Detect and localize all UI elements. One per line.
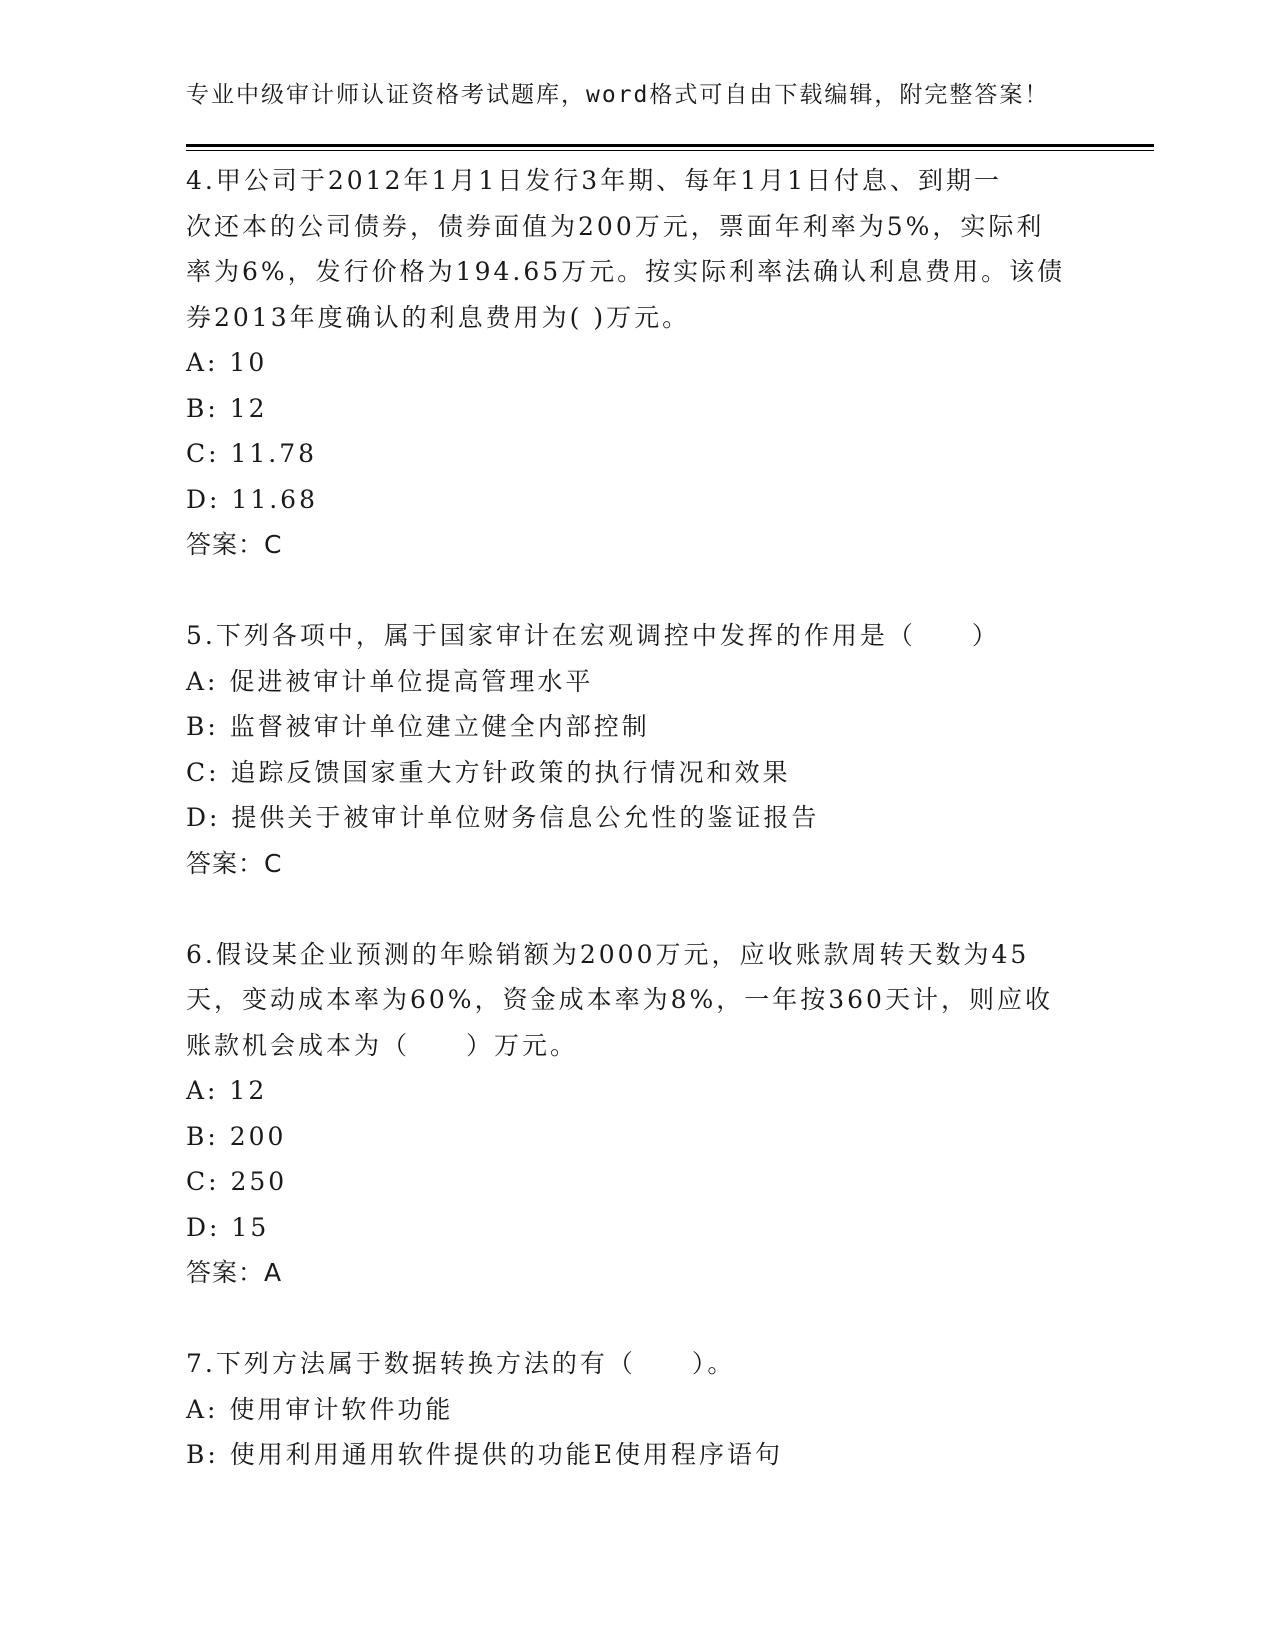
option-b: B: 12: [186, 393, 268, 423]
header-divider-thin: [186, 150, 1154, 151]
answer-line: 答案：C: [186, 530, 283, 559]
option-c: C: 追踪反馈国家重大方针政策的执行情况和效果: [186, 757, 791, 787]
question-stem-line: 7.下列方法属于数据转换方法的有（ ）。: [186, 1349, 736, 1378]
answer-line: 答案：A: [186, 1258, 283, 1287]
option-d: D: 15: [186, 1212, 270, 1242]
question-stem-line: 账款机会成本为（ ）万元。: [186, 1030, 579, 1060]
answer-line: 答案：C: [186, 848, 283, 878]
question-4: [186, 158, 1086, 568]
spacer: [186, 886, 1086, 932]
question-stem-line: 率为6%，发行价格为194.65万元。按实际利率法确认利息费用。该债: [186, 257, 1066, 286]
question-list: [186, 158, 1086, 1478]
question-stem-line: 券2013年度确认的利息费用为( )万元。: [186, 302, 691, 332]
question-6: [186, 932, 1086, 1296]
question-5: [186, 613, 1086, 886]
option-a: A: 12: [186, 1076, 268, 1105]
question-stem-line: 天，变动成本率为60%，资金成本率为8%，一年按360天计，则应收: [186, 985, 1053, 1014]
option-a: A: 使用审计软件功能: [186, 1394, 454, 1424]
question-7: [186, 1341, 1086, 1478]
option-b: B: 200: [186, 1121, 287, 1151]
option-a: A: 10: [186, 348, 268, 377]
question-stem-line: 5.下列各项中，属于国家审计在宏观调控中发挥的作用是（ ）: [186, 621, 1000, 650]
question-stem-line: 次还本的公司债券，债券面值为200万元，票面年利率为5%，实际利: [186, 211, 1045, 241]
spacer: [186, 568, 1086, 614]
option-b: B: 使用利用通用软件提供的功能E使用程序语句: [186, 1440, 783, 1469]
spacer: [186, 1296, 1086, 1342]
option-d: D: 提供关于被审计单位财务信息公允性的鉴证报告: [186, 803, 820, 832]
option-c: C: 11.78: [186, 439, 318, 468]
page-header: 专业中级审计师认证资格考试题库，word格式可自由下载编辑，附完整答案！: [186, 82, 1050, 108]
header-divider-thick: [186, 144, 1154, 147]
option-b: B: 监督被审计单位建立健全内部控制: [186, 712, 650, 741]
option-c: C: 250: [186, 1167, 288, 1196]
option-d: D: 11.68: [186, 484, 318, 514]
question-stem-line: 4.甲公司于2012年1月1日发行3年期、每年1月1日付息、到期一: [186, 166, 1003, 195]
option-a: A: 促进被审计单位提高管理水平: [186, 666, 594, 696]
question-stem-line: 6.假设某企业预测的年赊销额为2000万元，应收账款周转天数为45: [186, 939, 1030, 969]
